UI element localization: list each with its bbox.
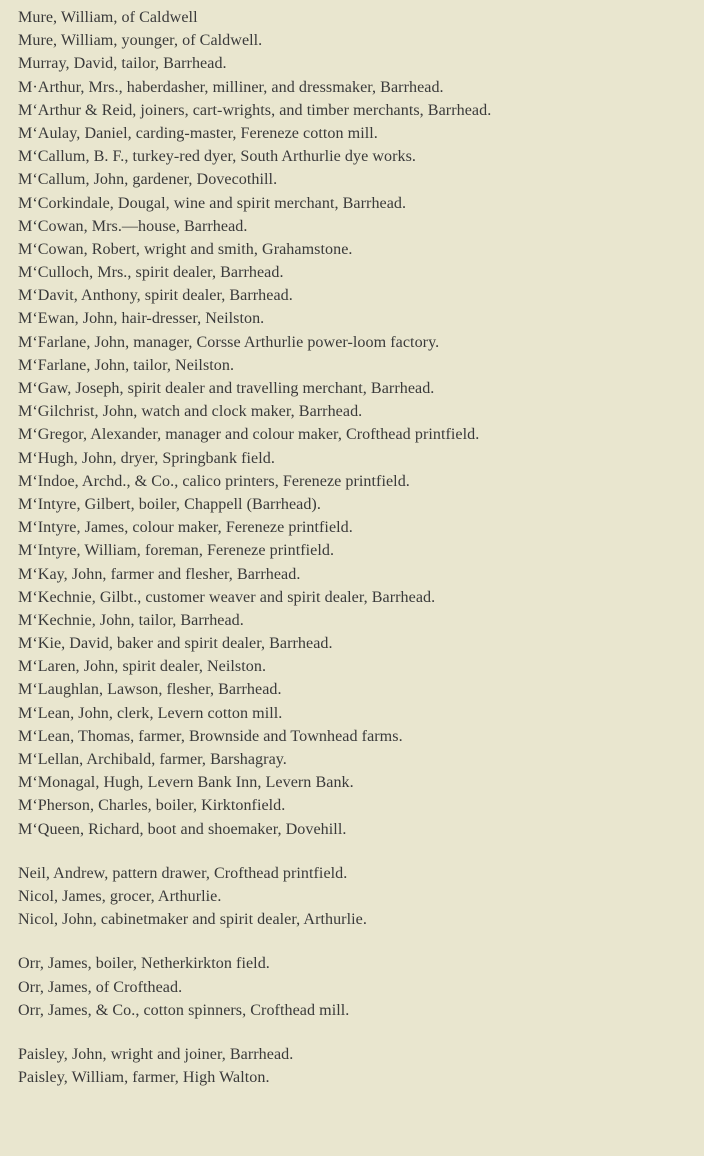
directory-entry: M‘Callum, John, gardener, Dovecothill.	[18, 171, 278, 189]
directory-entry: M‘Laren, John, spirit dealer, Neilston.	[18, 658, 267, 676]
directory-entry: M‘Gilchrist, John, watch and clock maker, Barrhead.	[18, 403, 363, 421]
directory-entry: M‘Pherson, Charles, boiler, Kirktonfield.	[18, 797, 286, 815]
directory-entry: M‘Cowan, Robert, wright and smith, Grahamstone.	[18, 240, 353, 258]
entry-group-m	[18, 6, 694, 841]
directory-entry: M‘Farlane, John, tailor, Neilston.	[18, 356, 235, 374]
directory-entry: Nicol, James, grocer, Arthurlie.	[18, 887, 222, 905]
directory-entry: M‘Davit, Anthony, spirit dealer, Barrhead.	[18, 287, 293, 305]
directory-entry: M‘Monagal, Hugh, Levern Bank Inn, Levern Bank.	[18, 774, 354, 792]
directory-entry: M‘Gregor, Alexander, manager and colour maker, Crofthead printfield.	[18, 426, 480, 444]
directory-entry: Paisley, William, farmer, High Walton.	[18, 1069, 270, 1087]
directory-entry: M‘Callum, B. F., turkey-red dyer, South Arthurlie dye works.	[18, 148, 416, 166]
directory-entry: M‘Arthur & Reid, joiners, cart-wrights, and timber merchants, Barrhead.	[18, 101, 492, 119]
directory-entry: Orr, James, of Crofthead.	[18, 978, 183, 996]
directory-entry: Mure, William, younger, of Caldwell.	[18, 32, 263, 50]
directory-entry: M‘Hugh, John, dryer, Springbank field.	[18, 449, 275, 467]
directory-entry: M·Arthur, Mrs., haberdasher, milliner, and dressmaker, Barrhead.	[18, 78, 444, 96]
directory-entry: M‘Intyre, William, foreman, Fereneze printfield.	[18, 542, 335, 560]
directory-entry: M‘Indoe, Archd., & Co., calico printers, Fereneze printfield.	[18, 472, 410, 490]
directory-entry: M‘Lean, Thomas, farmer, Brownside and Townhead farms.	[18, 727, 403, 745]
entry-group-o	[18, 952, 694, 1022]
directory-entry: M‘Kechnie, Gilbt., customer weaver and spirit dealer, Barrhead.	[18, 588, 436, 606]
directory-entry: M‘Laughlan, Lawson, flesher, Barrhead.	[18, 681, 282, 699]
directory-entry: M‘Kay, John, farmer and flesher, Barrhead.	[18, 565, 301, 583]
directory-entry: M‘Intyre, Gilbert, boiler, Chappell (Barrhead).	[18, 495, 321, 513]
directory-entry: M‘Lellan, Archibald, farmer, Barshagray.	[18, 751, 287, 768]
directory-entry: M‘Culloch, Mrs., spirit dealer, Barrhead.	[18, 264, 284, 282]
directory-entry: M‘Kechnie, John, tailor, Barrhead.	[18, 611, 244, 629]
directory-entry: Nicol, John, cabinetmaker and spirit dealer, Arthurlie.	[18, 911, 367, 929]
directory-entry: M‘Kie, David, baker and spirit dealer, Barrhead.	[18, 635, 333, 653]
directory-entry: M‘Aulay, Daniel, carding-master, Fereneze cotton mill.	[18, 124, 378, 142]
entry-group-p	[18, 1043, 694, 1089]
directory-entry: Orr, James, & Co., cotton spinners, Crofthead mill.	[18, 1001, 350, 1019]
directory-entry: M‘Ewan, John, hair-dresser, Neilston.	[18, 310, 265, 328]
directory-entry: M‘Corkindale, Dougal, wine and spirit merchant, Barrhead.	[18, 194, 407, 212]
directory-entry: M‘Gaw, Joseph, spirit dealer and travelling merchant, Barrhead.	[18, 380, 435, 397]
directory-entry: M‘Queen, Richard, boot and shoemaker, Dovehill.	[18, 820, 347, 838]
directory-entry: Paisley, John, wright and joiner, Barrhead.	[18, 1045, 294, 1063]
entry-group-n	[18, 862, 694, 932]
directory-entry: Neil, Andrew, pattern drawer, Crofthead printfield.	[18, 864, 348, 882]
directory-entry: Mure, William, of Caldwell	[18, 9, 198, 26]
directory-entry: M‘Lean, John, clerk, Levern cotton mill.	[18, 704, 283, 722]
directory-entry: M‘Cowan, Mrs.—house, Barrhead.	[18, 217, 248, 235]
directory-entry: M‘Intyre, James, colour maker, Fereneze printfield.	[18, 519, 353, 537]
directory-entry: M‘Farlane, John, manager, Corsse Arthurlie power-loom factory.	[18, 333, 440, 351]
directory-entry: Orr, James, boiler, Netherkirkton field.	[18, 955, 270, 973]
directory-entry: Murray, David, tailor, Barrhead.	[18, 55, 227, 73]
